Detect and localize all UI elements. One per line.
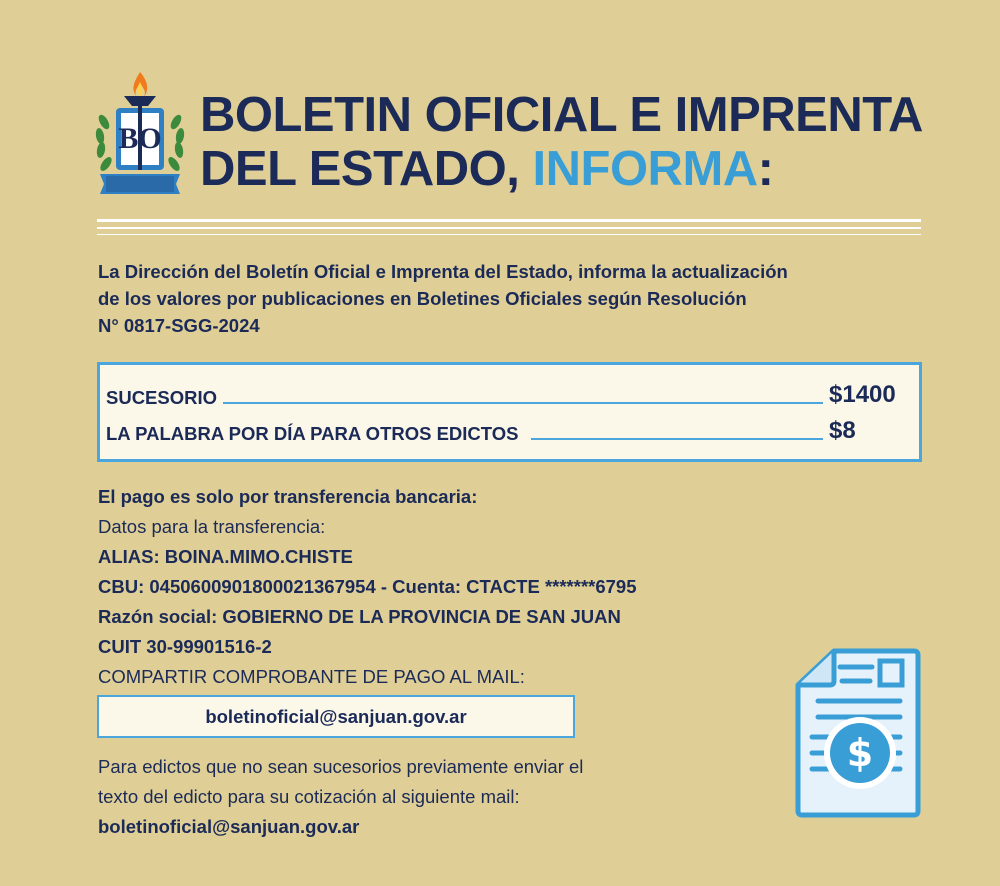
intro-line-2: de los valores por publicaciones en Boletines Oficiales según Resolución — [98, 288, 747, 309]
price-value: $8 — [829, 417, 856, 444]
price-label: LA PALABRA POR DÍA PARA OTROS EDICTOS — [106, 423, 519, 444]
email-box[interactable]: boletinoficial@sanjuan.gov.ar — [97, 695, 575, 738]
price-row-sucesorio — [106, 379, 911, 409]
title-prefix: DEL ESTADO, — [200, 142, 533, 196]
payment-subheading: Datos para la transferencia: — [98, 516, 326, 537]
price-value: $1400 — [829, 381, 896, 408]
payment-heading: El pago es solo por transferencia bancaria: — [98, 486, 478, 507]
title-suffix: : — [757, 142, 774, 196]
svg-text:BO: BO — [118, 122, 162, 155]
svg-text:$: $ — [846, 731, 874, 775]
document-dollar-icon — [790, 645, 925, 820]
title-accent: INFORMA — [532, 142, 758, 196]
footer-line-2: texto del edicto para su cotización al siguiente mail: — [98, 786, 520, 807]
intro-paragraph — [98, 258, 928, 339]
divider-top — [97, 219, 921, 222]
footer-line-1: Para edictos que no sean sucesorios previamente enviar el — [98, 756, 584, 777]
leader-line — [223, 402, 823, 404]
price-label: SUCESORIO — [106, 387, 218, 408]
intro-line-1: La Dirección del Boletín Oficial e Imprenta del Estado, informa la actualización — [98, 261, 788, 282]
payment-share-instruction: COMPARTIR COMPROBANTE DE PAGO AL MAIL: — [98, 666, 525, 687]
title-line-2 — [200, 142, 923, 196]
page-title — [200, 88, 923, 196]
divider-bottom — [97, 234, 921, 235]
leader-line — [531, 438, 824, 440]
payment-razon-social: Razón social: GOBIERNO DE LA PROVINCIA DE SAN JUAN — [98, 606, 621, 627]
payment-alias: ALIAS: BOINA.MIMO.CHISTE — [98, 546, 353, 567]
payment-cbu: CBU: 0450600901800021367954 - Cuenta: CTACTE *******6795 — [98, 576, 637, 597]
title-line-1: BOLETIN OFICIAL E IMPRENTA — [200, 88, 923, 142]
price-table — [97, 362, 922, 462]
price-row-palabra — [106, 415, 911, 445]
payment-cuit: CUIT 30-99901516-2 — [98, 636, 272, 657]
intro-line-3: N° 0817-SGG-2024 — [98, 315, 260, 336]
boletin-oficial-logo — [90, 70, 190, 198]
footer-email-link[interactable]: boletinoficial@sanjuan.gov.ar — [98, 816, 360, 837]
divider-middle — [97, 227, 921, 229]
